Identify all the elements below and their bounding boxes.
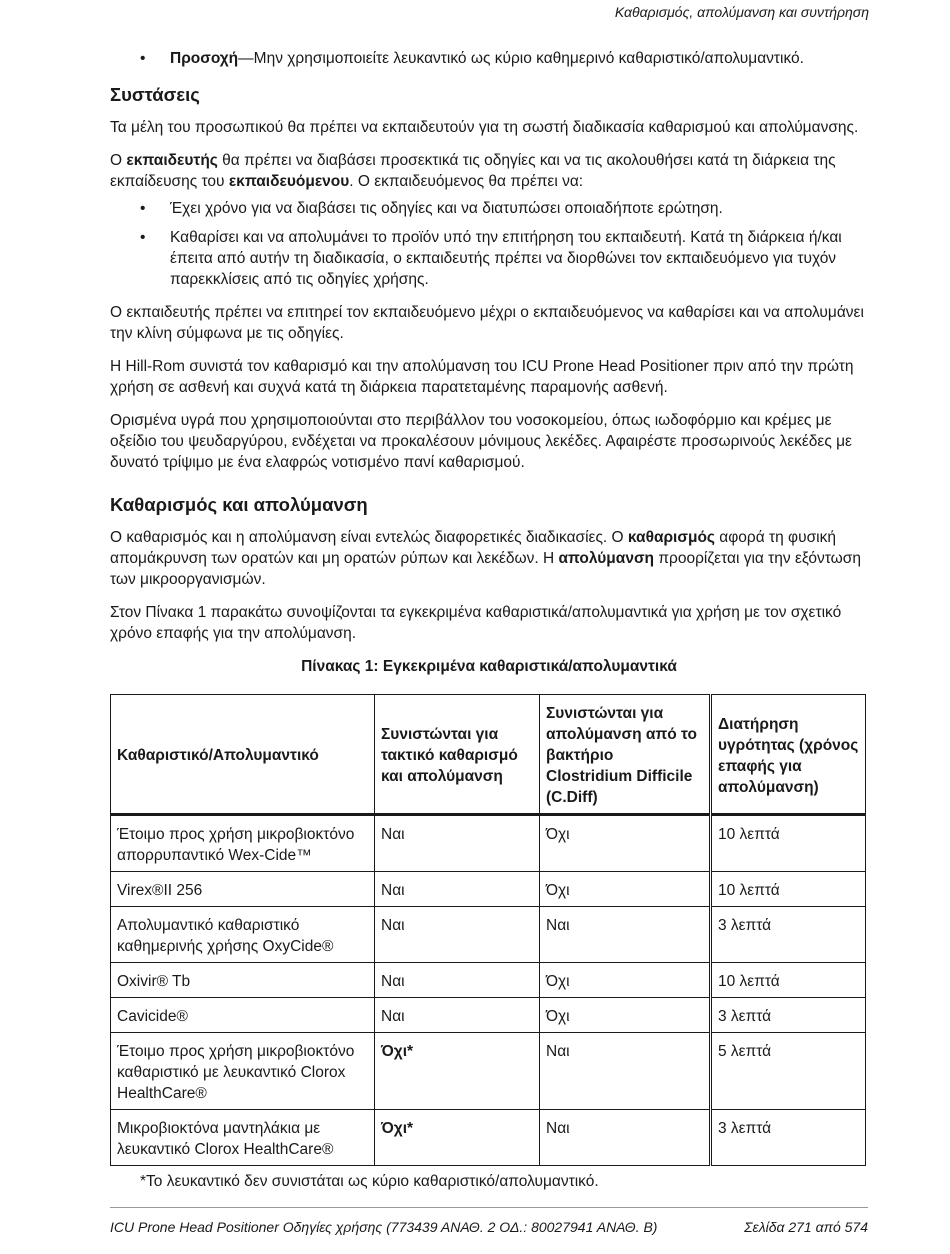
cleaning-paragraph-1: Ο καθαρισμός και η απολύμανση είναι εντελώς διαφορετικές διαδικασίες. Ο καθαρισμός αφορά τη φυσική απομάκρυνση των ορατών και μη ορατών ρύπων και λεκέδων. Η απολύμανση προορίζεται για την εξόντωση των μικροοργανισμών. (110, 529, 861, 588)
running-header: Καθαρισμός, απολύμανση και συντήρηση (614, 4, 869, 20)
caution-text: —Μην χρησιμοποιείτε λευκαντικό ως κύριο καθημερινό καθαριστικό/απολυμαντικό. (238, 50, 804, 67)
table-row (111, 998, 866, 1033)
table-caption: Πίνακας 1: Εγκεκριμένα καθαριστικά/απολυμαντικά (301, 658, 677, 675)
cell-name: Virex®II 256 (111, 872, 375, 907)
cell-time: 10 λεπτά (711, 872, 866, 907)
cell-routine: Ναι (375, 815, 540, 872)
cell-cdiff: Ναι (540, 907, 711, 963)
header-disinfectant: Καθαριστικό/Απολυμαντικό (111, 695, 375, 815)
trainee-bullet-2: • Καθαρίσει και να απολυμάνει το προϊόν υπό την επιτήρηση του εκπαιδευτή. Κατά τη διάρκεια ή/και έπειτα από αυτήν τη διαδικασία, ο εκπαιδευτής πρέπει να διορθώνει τον εκπαιδευόμενο για τυχόν παρεκκλίσεις από τις οδηγίες χρήσης. (110, 227, 868, 290)
recommendations-paragraph-1: Τα μέλη του προσωπικού θα πρέπει να εκπαιδευτούν για τη σωστή διαδικασία καθαρισμού και απολύμανσης. (110, 119, 859, 136)
cell-routine: Ναι (375, 872, 540, 907)
cell-time: 5 λεπτά (711, 1033, 866, 1110)
cell-time: 3 λεπτά (711, 1110, 866, 1166)
cell-cdiff: Όχι (540, 815, 711, 872)
header-cdiff: Συνιστώνται για απολύμανση από το βακτήριο Clostridium Difficile (C.Diff) (540, 695, 711, 815)
trainee-bullet-1: • Έχει χρόνο για να διαβάσει τις οδηγίες και να διατυπώσει οποιαδήποτε ερώτηση. (110, 198, 868, 219)
cell-name: Έτοιμο προς χρήση μικροβιοκτόνο απορρυπαντικό Wex-Cide™ (111, 815, 375, 872)
recommendations-heading: Συστάσεις (110, 84, 200, 105)
table-row (111, 872, 866, 907)
cell-cdiff: Ναι (540, 1110, 711, 1166)
cell-cdiff: Όχι (540, 963, 711, 998)
cell-routine: Όχι* (375, 1110, 540, 1166)
cell-time: 3 λεπτά (711, 998, 866, 1033)
footer-page-number: Σελίδα 271 από 574 (744, 1219, 868, 1235)
cell-time: 10 λεπτά (711, 963, 866, 998)
footer-document-info: ICU Prone Head Positioner Οδηγίες χρήσης (773439 ΑΝΑΘ. 2 ΟΔ.: 80027941 ΑΝΑΘ. B) (110, 1219, 658, 1235)
recommendations-paragraph-3: Ο εκπαιδευτής πρέπει να επιτηρεί τον εκπαιδευόμενο μέχρι ο εκπαιδευόμενος να καθαρίσει και να απολυμάνει την κλίνη σύμφωνα με τις οδηγίες. (110, 304, 864, 342)
disinfectants-table (110, 694, 866, 1166)
cell-name: Απολυμαντικό καθαριστικό καθημερινής χρήσης OxyCide® (111, 907, 375, 963)
cell-time: 10 λεπτά (711, 815, 866, 872)
cell-name: Cavicide® (111, 998, 375, 1033)
caution-label: Προσοχή (170, 50, 239, 67)
table-row (111, 815, 866, 872)
recommendations-paragraph-4: Η Hill-Rom συνιστά τον καθαρισμό και την απολύμανση του ICU Prone Head Positioner πριν από την πρώτη χρήση σε ασθενή και συχνά κατά τη διάρκεια παρατεταμένης παραμονής ασθενή. (110, 358, 854, 396)
cell-name: Oxivir® Tb (111, 963, 375, 998)
cell-routine: Ναι (375, 998, 540, 1033)
table-footnote: *Το λευκαντικό δεν συνιστάται ως κύριο καθαριστικό/απολυμαντικό. (140, 1173, 599, 1190)
footer-divider (110, 1207, 868, 1208)
page-content (110, 48, 868, 1192)
cleaning-heading: Καθαρισμός και απολύμανση (110, 494, 368, 515)
header-contact-time: Διατήρηση υγρότητας (χρόνος επαφής για απολύμανση) (711, 695, 866, 815)
cell-name: Έτοιμο προς χρήση μικροβιοκτόνο καθαριστικό με λευκαντικό Clorox HealthCare® (111, 1033, 375, 1110)
cell-routine: Ναι (375, 907, 540, 963)
table-row (111, 1110, 866, 1166)
caution-bullet (110, 48, 868, 69)
header-routine: Συνιστώνται για τακτικό καθαρισμό και απολύμανση (375, 695, 540, 815)
table-row (111, 907, 866, 963)
table-header-row (111, 695, 866, 815)
cleaning-paragraph-2: Στον Πίνακα 1 παρακάτω συνοψίζονται τα εγκεκριμένα καθαριστικά/απολυμαντικά για χρήση με τον σχετικό χρόνο επαφής για την απολύμανση. (110, 604, 842, 642)
cell-time: 3 λεπτά (711, 907, 866, 963)
table-row (111, 1033, 866, 1110)
recommendations-paragraph-2: Ο εκπαιδευτής θα πρέπει να διαβάσει προσεκτικά τις οδηγίες και να τις ακολουθήσει κατά τη διάρκεια της εκπαίδευσης του εκπαιδευόμενου. Ο εκπαιδευόμενος θα πρέπει να: (110, 152, 836, 190)
cell-cdiff: Όχι (540, 998, 711, 1033)
cell-name: Μικροβιοκτόνα μαντηλάκια με λευκαντικό Clorox HealthCare® (111, 1110, 375, 1166)
recommendations-paragraph-5: Ορισμένα υγρά που χρησιμοποιούνται στο περιβάλλον του νοσοκομείου, όπως ιωδοφόρμιο και κρέμες με οξείδιο του ψευδαργύρου, ενδέχεται να προκαλέσουν μόνιμους λεκέδες. Αφαιρέστε προσωρινούς λεκέδες με δυνατό τρίψιμο με ένα ελαφρώς νοτισμένο πανί καθαρισμού. (110, 412, 852, 471)
cell-cdiff: Ναι (540, 1033, 711, 1110)
cell-routine: Ναι (375, 963, 540, 998)
cell-routine: Όχι* (375, 1033, 540, 1110)
cell-cdiff: Όχι (540, 872, 711, 907)
table-row (111, 963, 866, 998)
